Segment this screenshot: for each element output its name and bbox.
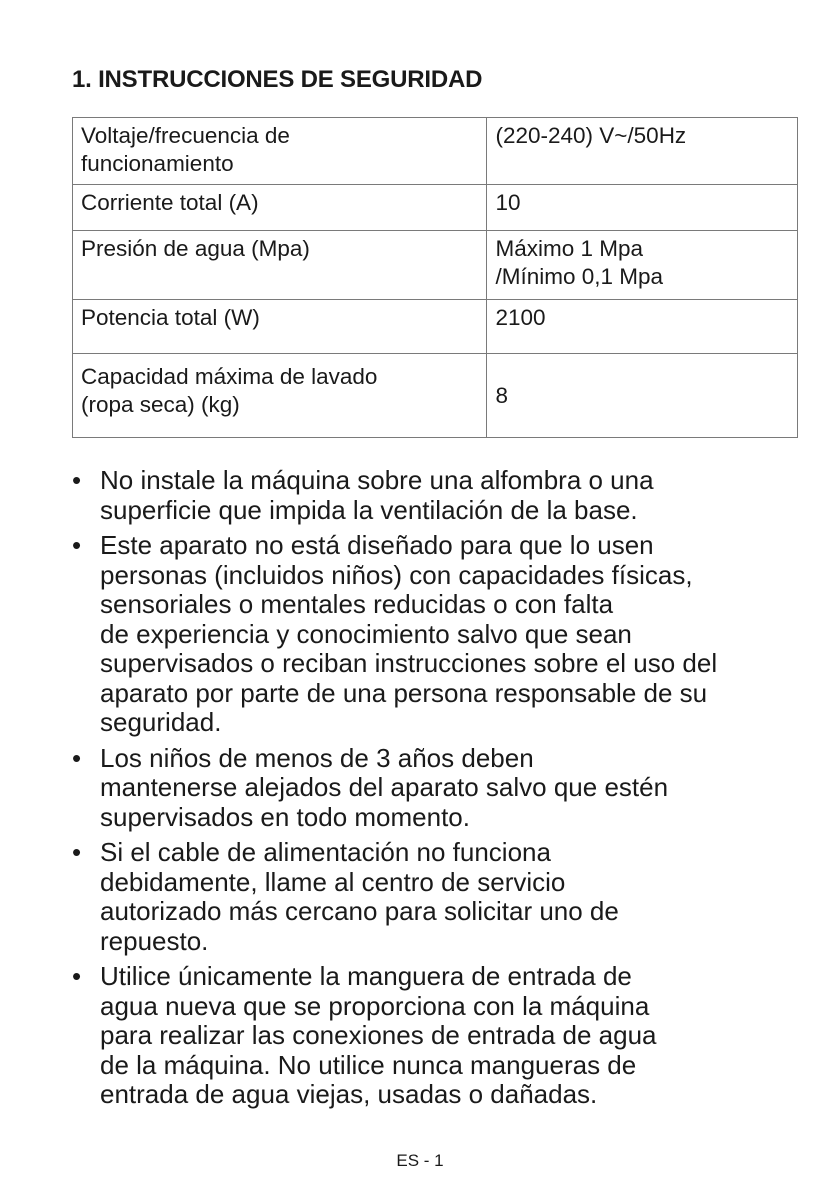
list-item-line: Este aparato no está diseñado para que lo usen bbox=[100, 530, 654, 560]
list-item-line: supervisados en todo momento. bbox=[100, 801, 470, 832]
list-item bbox=[72, 466, 772, 525]
spec-value bbox=[487, 354, 798, 438]
table-row bbox=[73, 118, 798, 185]
spec-value-line: /Mínimo 0,1 Mpa bbox=[495, 264, 664, 289]
safety-instructions-list bbox=[72, 466, 772, 1116]
list-item-line: autorizado más cercano para solicitar uno de bbox=[100, 896, 619, 926]
bullet-icon: • bbox=[72, 961, 82, 991]
list-item bbox=[72, 744, 772, 833]
spec-label bbox=[73, 118, 487, 185]
list-item-line: Los niños de menos de 3 años deben bbox=[100, 742, 534, 773]
list-item bbox=[72, 838, 772, 956]
spec-value-line: 10 bbox=[495, 190, 521, 215]
table-row bbox=[73, 231, 798, 300]
list-item-line: Si el cable de alimentación no funciona bbox=[100, 837, 551, 867]
list-item-line: de la máquina. No utilice nunca mangueras de bbox=[100, 1049, 637, 1080]
list-item-line: Utilice únicamente la manguera de entrada de bbox=[100, 961, 632, 991]
spec-label-line: Voltaje/frecuencia de bbox=[81, 123, 290, 148]
spec-label bbox=[73, 354, 487, 438]
list-item bbox=[72, 962, 772, 1110]
spec-label bbox=[73, 231, 487, 300]
list-item-line: superficie que impida la ventilación de la base. bbox=[100, 494, 638, 525]
list-item-line: entrada de agua viejas, usadas o dañadas. bbox=[100, 1079, 598, 1109]
table-row bbox=[73, 300, 798, 354]
spec-value-line: 2100 bbox=[495, 305, 546, 330]
bullet-icon: • bbox=[72, 742, 82, 773]
list-item bbox=[72, 531, 772, 738]
list-item-line: aparato por parte de una persona responsable de su bbox=[100, 677, 708, 708]
list-item-line: seguridad. bbox=[100, 707, 222, 737]
list-item-line: personas (incluidos niños) con capacidades físicas, bbox=[100, 559, 693, 590]
list-item-line: repuesto. bbox=[100, 925, 209, 956]
list-item-line: mantenerse alejados del aparato salvo que estén bbox=[100, 772, 669, 802]
table-row bbox=[73, 185, 798, 231]
spec-label-line: funcionamiento bbox=[81, 151, 234, 176]
table-row bbox=[73, 354, 798, 438]
list-item-line: No instale la máquina sobre una alfombra o una bbox=[100, 465, 654, 495]
bullet-icon: • bbox=[72, 530, 82, 560]
list-item-line: de experiencia y conocimiento salvo que sean bbox=[100, 618, 632, 649]
list-item-line: supervisados o reciban instrucciones sobre el uso del bbox=[100, 648, 718, 678]
spec-label-line: Potencia total (W) bbox=[81, 305, 260, 330]
spec-value-line: Máximo 1 Mpa bbox=[495, 236, 643, 261]
section-title: 1. INSTRUCCIONES DE SEGURIDAD bbox=[72, 66, 483, 93]
list-item-line: debidamente, llame al centro de servicio bbox=[100, 866, 566, 897]
spec-value bbox=[487, 300, 798, 354]
bullet-icon: • bbox=[72, 837, 82, 867]
spec-value bbox=[487, 185, 798, 231]
spec-label-line: Presión de agua (Mpa) bbox=[81, 236, 310, 261]
page-number: ES - 1 bbox=[396, 1151, 444, 1170]
spec-label-line: (ropa seca) (kg) bbox=[81, 392, 240, 417]
spec-value-line: (220-240) V~/50Hz bbox=[495, 123, 687, 148]
spec-label bbox=[73, 185, 487, 231]
list-item-line: sensoriales o mentales reducidas o con falta bbox=[100, 589, 614, 619]
spec-label-line: Corriente total (A) bbox=[81, 190, 259, 215]
list-item-line: para realizar las conexiones de entrada de agua bbox=[100, 1020, 657, 1050]
spec-label-line: Capacidad máxima de lavado bbox=[81, 364, 378, 389]
spec-value bbox=[487, 118, 798, 185]
specifications-table bbox=[72, 117, 798, 438]
bullet-icon: • bbox=[72, 465, 82, 495]
spec-label bbox=[73, 300, 487, 354]
spec-value bbox=[487, 231, 798, 300]
list-item-line: agua nueva que se proporciona con la máquina bbox=[100, 990, 650, 1021]
spec-value-line: 8 bbox=[495, 382, 508, 408]
